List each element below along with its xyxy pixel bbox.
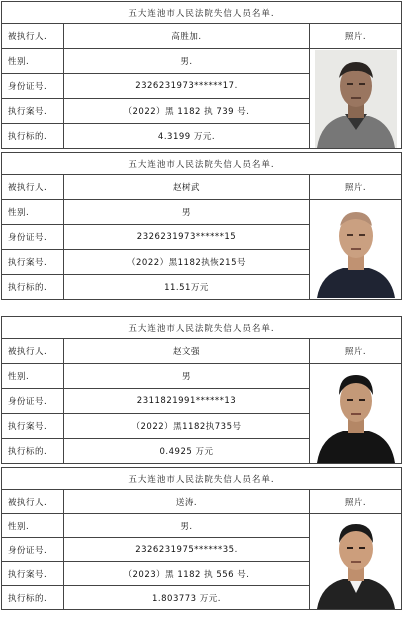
amount-label: 执行标的. — [2, 586, 64, 610]
name-value: 高胜加. — [64, 24, 310, 49]
gender-value: 男. — [64, 49, 310, 74]
gender-label: 性别. — [2, 514, 64, 538]
record-2 — [1, 152, 402, 300]
photo-cell — [310, 514, 402, 610]
record-1 — [1, 1, 402, 149]
record-title: 五大连池市人民法院失信人员名单. — [2, 2, 402, 24]
gender-label: 性别. — [2, 200, 64, 225]
amount-label: 执行标的. — [2, 124, 64, 149]
case-value: （2022）黑 1182 执 739 号. — [64, 99, 310, 124]
gender-label: 性别. — [2, 49, 64, 74]
id-label: 身份证号. — [2, 225, 64, 250]
photo-cell — [310, 49, 402, 149]
case-label: 执行案号. — [2, 250, 64, 275]
amount-value: 0.4925 万元 — [64, 439, 310, 464]
record-4 — [1, 467, 402, 610]
photo-label: 照片. — [310, 490, 402, 514]
record-3 — [1, 316, 402, 464]
photo-label: 照片. — [310, 175, 402, 200]
case-value: （2022）黑1182执恢215号 — [64, 250, 310, 275]
id-value: 2326231973******17. — [64, 74, 310, 99]
id-value: 2326231973******15 — [64, 225, 310, 250]
record-title: 五大连池市人民法院失信人员名单. — [2, 153, 402, 175]
photo-label: 照片. — [310, 24, 402, 49]
id-value: 2311821991******13 — [64, 389, 310, 414]
case-label: 执行案号. — [2, 414, 64, 439]
amount-label: 执行标的. — [2, 439, 64, 464]
photo-cell — [310, 200, 402, 300]
case-label: 执行案号. — [2, 99, 64, 124]
name-value: 赵树武 — [64, 175, 310, 200]
person-photo — [315, 365, 397, 463]
gender-value: 男 — [64, 200, 310, 225]
amount-value: 4.3199 万元. — [64, 124, 310, 149]
amount-label: 执行标的. — [2, 275, 64, 300]
person-photo — [315, 50, 397, 148]
name-label: 被执行人. — [2, 490, 64, 514]
gender-value: 男 — [64, 364, 310, 389]
person-photo — [315, 202, 397, 298]
id-label: 身份证号. — [2, 538, 64, 562]
case-value: （2022）黑1182执735号 — [64, 414, 310, 439]
amount-value: 1.803773 万元. — [64, 586, 310, 610]
gender-label: 性别. — [2, 364, 64, 389]
photo-label: 照片. — [310, 339, 402, 364]
record-title: 五大连池市人民法院失信人员名单. — [2, 317, 402, 339]
record-title: 五大连池市人民法院失信人员名单. — [2, 468, 402, 490]
name-label: 被执行人. — [2, 339, 64, 364]
person-photo — [315, 515, 397, 609]
gender-value: 男. — [64, 514, 310, 538]
name-label: 被执行人. — [2, 24, 64, 49]
photo-cell — [310, 364, 402, 464]
name-label: 被执行人. — [2, 175, 64, 200]
id-value: 2326231975******35. — [64, 538, 310, 562]
name-value: 送涛. — [64, 490, 310, 514]
id-label: 身份证号. — [2, 74, 64, 99]
amount-value: 11.51万元 — [64, 275, 310, 300]
id-label: 身份证号. — [2, 389, 64, 414]
case-value: （2023）黑 1182 执 556 号. — [64, 562, 310, 586]
case-label: 执行案号. — [2, 562, 64, 586]
name-value: 赵文强 — [64, 339, 310, 364]
